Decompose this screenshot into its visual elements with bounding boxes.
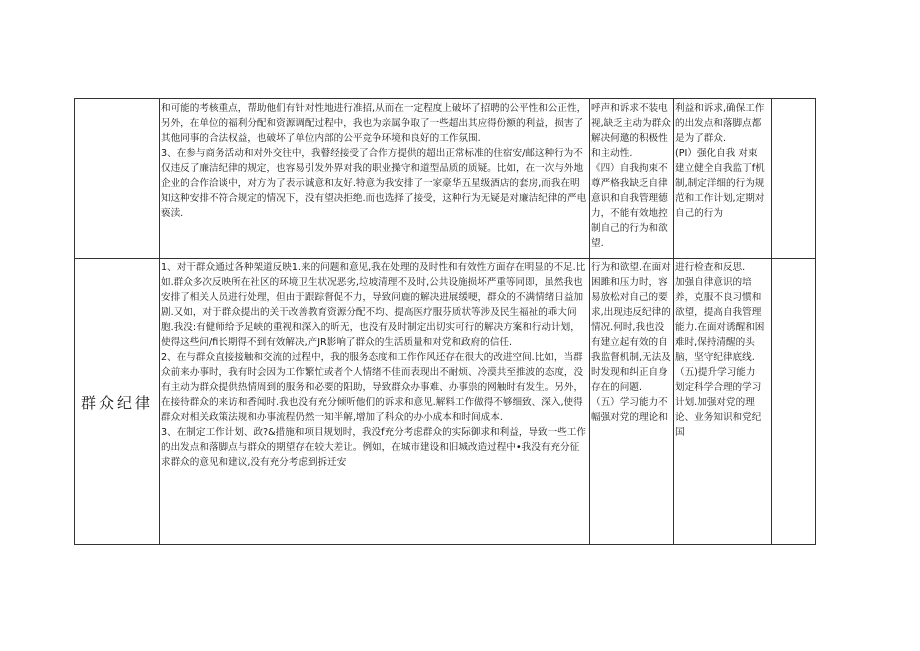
row1-paragraph: 3、在参与商务活动和对外交往中，我瞽经接受了合作方提供的超出正常标准的住宿安/邮这种行为不仅违反了廉洁纪律的规定，也容易引发外界对我的职业操守和道型品质的质疑。比如，在一次与外地企业的合作洽谈中，对方为了表示诚意和友好.特意为我安排了一家豪华五星级酒店的套房,而我在明知这种安排不符合规定的情况下，没有望决拒绝.而也选择了接受，这种行为无疑是对廉洁纪律的严电亵渎.	[161, 148, 587, 219]
row1-problem-cell: 呼声和诉求不装电视,缺乏主动为群众解决何邀的积极性和主动性. 《四）自我拘束不尊严格我缺乏自律意识和自我管理德力，不能有效地控制自己的行为和欲望.	[591, 103, 671, 249]
table-column-divider	[159, 99, 160, 544]
row2-measure-cell: 进行检查和反思. 加强自律意识的培养，克服不良习惯和欲望，提高自我管理能力.在面对诱醒和困难时,保持清醒的头脑，坚守纪律底线. （五)提升学习能力 划定科学合理的学习计划.加强对党的理论、业务知识和党纪国	[675, 262, 765, 438]
category-label: 群众纪律	[80, 394, 153, 412]
row2-paragraph: 2、在与群众直接接触和交流的过程中，我的服务态度和工作作风还存在很大的改进空间.比如，当群众前来办事时，我有时会因为工作繁忙或者个人情绪不佳而表现出不耐烦、冷漠共至推波的态度，没有主动为群众提供热情周到的服务和必要的阳助，导致群众办事难、办事祟的网触时有发生。另外，在接待群众的来访和香闻时.我也没有充分倾听他们的诉求和意见.解料工作做得不够细致、深入,使得群众对相关政策法规和办事流程仍然一知半解,增加了科众的办小成本和时间成本.	[161, 352, 584, 423]
row2-problem-cell: 行为和欲望.在面对困雎和压力时，容易放松对自己的要求,出现违反纪律的情况.何时,我也没有建立起有效的自我监督机制,无法及时发现和纠正自身存在的问题. （五）学习能力不幅强对党的理论和	[591, 262, 671, 423]
row2-content-cell	[161, 260, 588, 544]
document-table	[74, 98, 816, 545]
table-column-divider	[589, 99, 590, 544]
row2-paragraph: 1、对干群众通过各种架道反映1.来的问题和意见,我在处理的及时性和有效性方面存在明显的不足.比如.群众多次反映所在社区的环境卫生状况恶劣,垃坡清理不及时,公共设施损坏严重等同即，虽然我也安排了相关人员进行处理，但由于跟踪督促不力，导致问鹿的解决进展缓哽，群众的不满情绪日益加剧.又如，对于群众提出的关干改善教育资源分配不均、提高医疗服芬质状等涉及民生福祉的乖大问胞.我没:有健师给予足峡的重视和深入的昕无，也没有及时制定出切实可行的解决方案和行动计划，使得这些问/fi长期得不到有效解决,产JR影响了群众的生活质量和对党和政府的信任.	[161, 262, 586, 348]
table-row-divider	[75, 258, 815, 259]
row1-paragraph: 和可能的考核重点，帮助他们有针对性地进行准招,从而在一定程度上破坏了招聘的公平性和公正性，另外，在单位的福利分配和资源调配过程中，我也为亲属争取了一些超出其应得份额的利益，损害了其他同事的合法权益，也破坏了单位内部的公平竞争环境和良好的工作氛围.	[161, 103, 587, 144]
row2-paragraph: 3、在制定工作计划、政?&措施和项目规划时，我没f充分考虑群众的实际御求和利益，导致一些工作的出发点和落脚点与群众的期望存在较大差让。例如，在城市建设和旧城改造过程中•我没有充分征求群众的意见和建议,没有充分考虑到拆迁安	[161, 427, 586, 468]
table-column-divider	[673, 99, 674, 544]
table-column-divider	[771, 99, 772, 544]
row1-content-cell	[161, 101, 588, 257]
row1-measure-cell: 利益和诉求,确保工作的出发点和落脚点都是为了群众. (PI）强化自我 对束 建立健全自我监丁f机制,制定洋细的行为规范和工作计划,定期对自己的行为	[675, 103, 765, 219]
